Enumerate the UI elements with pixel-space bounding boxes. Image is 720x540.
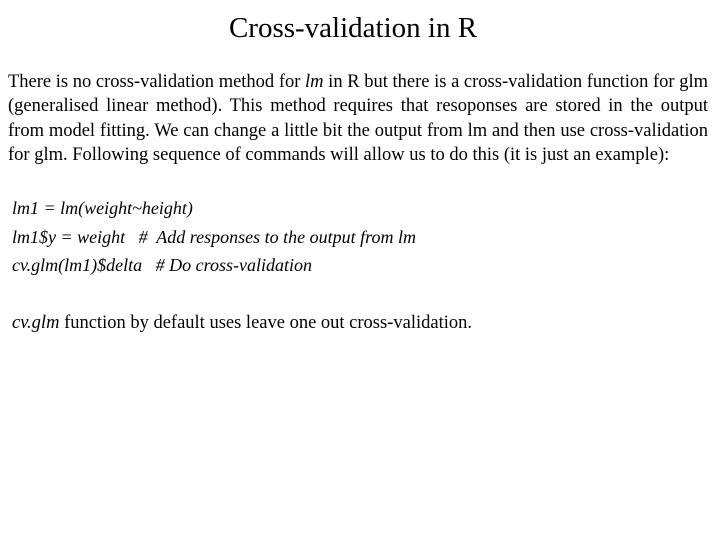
cv-glm-term: cv.glm <box>12 313 60 333</box>
lm-term: lm <box>305 72 324 92</box>
intro-text-start: There is no cross-validation method for <box>8 72 306 92</box>
slide-title: Cross-validation in R <box>228 12 478 44</box>
footer-note <box>12 311 472 335</box>
footer-text: function by default uses leave one out cross-validation. <box>59 313 472 333</box>
intro-text-rest: in R but there is a cross-validation function for glm (generalised linear method). This method requires that resoponses are stored in the output from model fitting. We can change a little bit the output from lm and then use cross-validation for glm. Following sequence of commands will allow us to do this (it is just an example): <box>8 72 709 165</box>
code-line-1: lm1 = lm(weight~height) <box>12 198 193 218</box>
code-line-2: lm1$y = weight # Add responses to the output from lm <box>12 227 416 247</box>
intro-paragraph <box>8 70 708 167</box>
code-line-3: cv.glm(lm1)$delta # Do cross-validation <box>12 255 312 275</box>
